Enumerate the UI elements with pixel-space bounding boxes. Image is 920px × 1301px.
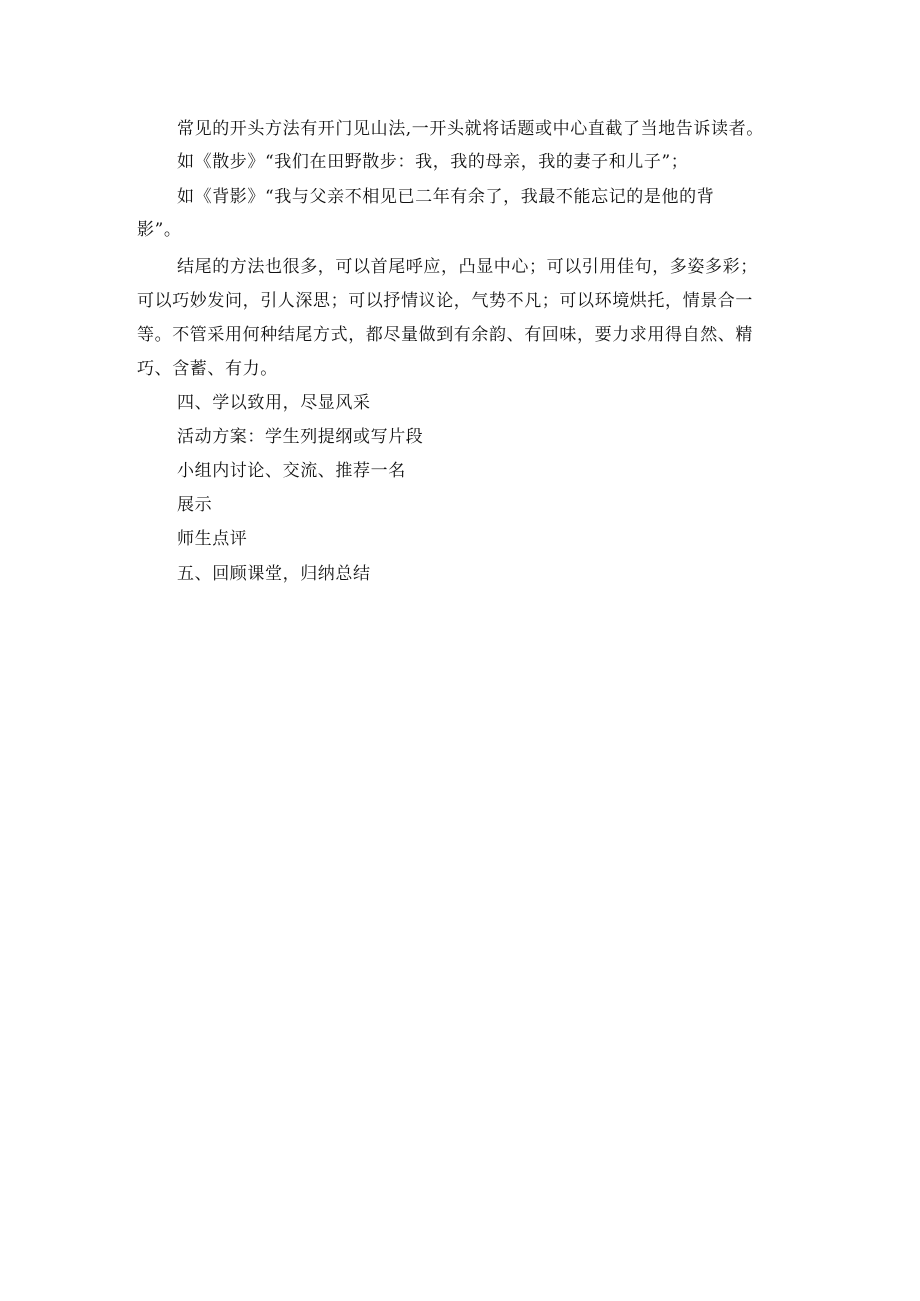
section4-heading: 四、学以致用，尽显风采 bbox=[177, 393, 371, 413]
activity-plan: 活动方案：学生列提纲或写片段 bbox=[177, 427, 424, 447]
example-sanbu: 如《散步》“我们在田野散步：我，我的母亲，我的妻子和儿子”； bbox=[177, 152, 689, 172]
example-beiying-line2: 影”。 bbox=[137, 220, 182, 240]
group-discussion: 小组内讨论、交流、推荐一名 bbox=[177, 461, 406, 481]
ending-paragraph-line4: 巧、含蓄、有力。 bbox=[137, 359, 278, 379]
display-step: 展示 bbox=[177, 495, 213, 515]
example-beiying-line1: 如《背影》“我与父亲不相见已二年有余了，我最不能忘记的是他的背 bbox=[177, 187, 715, 207]
intro-line: 常见的开头方法有开门见山法,一开头就将话题或中心直截了当地告诉读者。 bbox=[177, 119, 764, 139]
ending-paragraph-line3: 等。不管采用何种结尾方式，都尽量做到有余韵、有回味，要力求用得自然、精 bbox=[137, 325, 753, 345]
section5-heading: 五、回顾课堂，归纳总结 bbox=[177, 564, 371, 584]
ending-paragraph-line1: 结尾的方法也很多，可以首尾呼应，凸显中心；可以引用佳句，多姿多彩； bbox=[177, 257, 758, 277]
review-step: 师生点评 bbox=[177, 529, 248, 549]
ending-paragraph-line2: 可以巧妙发问，引人深思；可以抒情议论，气势不凡；可以环境烘托，情景合一 bbox=[137, 291, 753, 311]
